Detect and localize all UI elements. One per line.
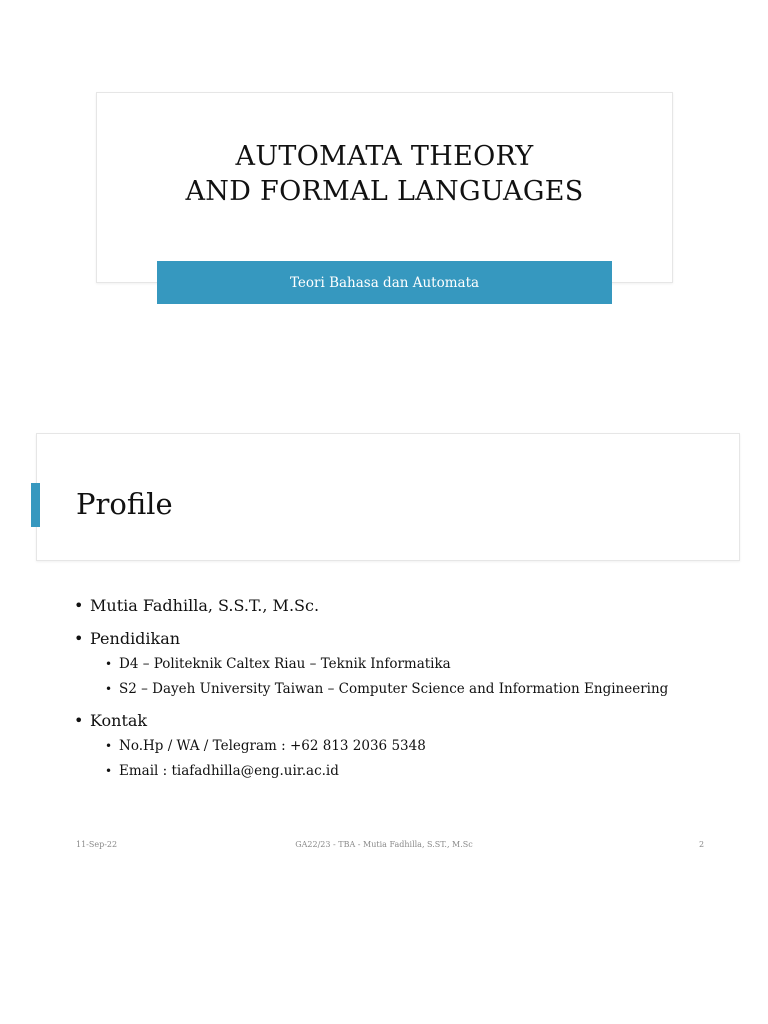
footer-date: 11-Sep-22 [76,840,118,849]
subtitle-banner [157,261,612,304]
bullet-list [72,595,732,792]
bullet-pendidikan [72,628,732,699]
accent-bar [31,483,40,527]
footer-page-number: 2 [699,840,705,849]
bullet-text: Kontak [90,711,148,730]
profile-title: Profile [76,487,173,521]
sub-bullet-list [102,737,732,781]
slide-title-line-1: AUTOMATA THEORY [235,141,534,172]
bullet-text: Pendidikan [90,629,181,648]
title-card [96,92,673,283]
bullet-text: Mutia Fadhilla, S.S.T., M.Sc. [90,596,320,615]
bullet-name [72,595,732,617]
sub-bullet-list [102,655,732,699]
subtitle-text: Teori Bahasa dan Automata [289,274,480,291]
sub-bullet: • Email : tiafadhilla@eng.uir.ac.id [102,762,732,781]
footer-center-text: GA22/23 - TBA - Mutia Fadhilla, S.ST., M.Sc [295,840,473,849]
sub-bullet: • S2 – Dayeh University Taiwan – Computer Science and Information Engineering [102,680,732,699]
slide-title-line-2: AND FORMAL LANGUAGES [185,176,584,207]
sub-bullet: • No.Hp / WA / Telegram : +62 813 2036 5348 [102,737,732,756]
slide-title [97,139,672,209]
bullet-kontak [72,710,732,781]
sub-bullet: • D4 – Politeknik Caltex Riau – Teknik Informatika [102,655,732,674]
